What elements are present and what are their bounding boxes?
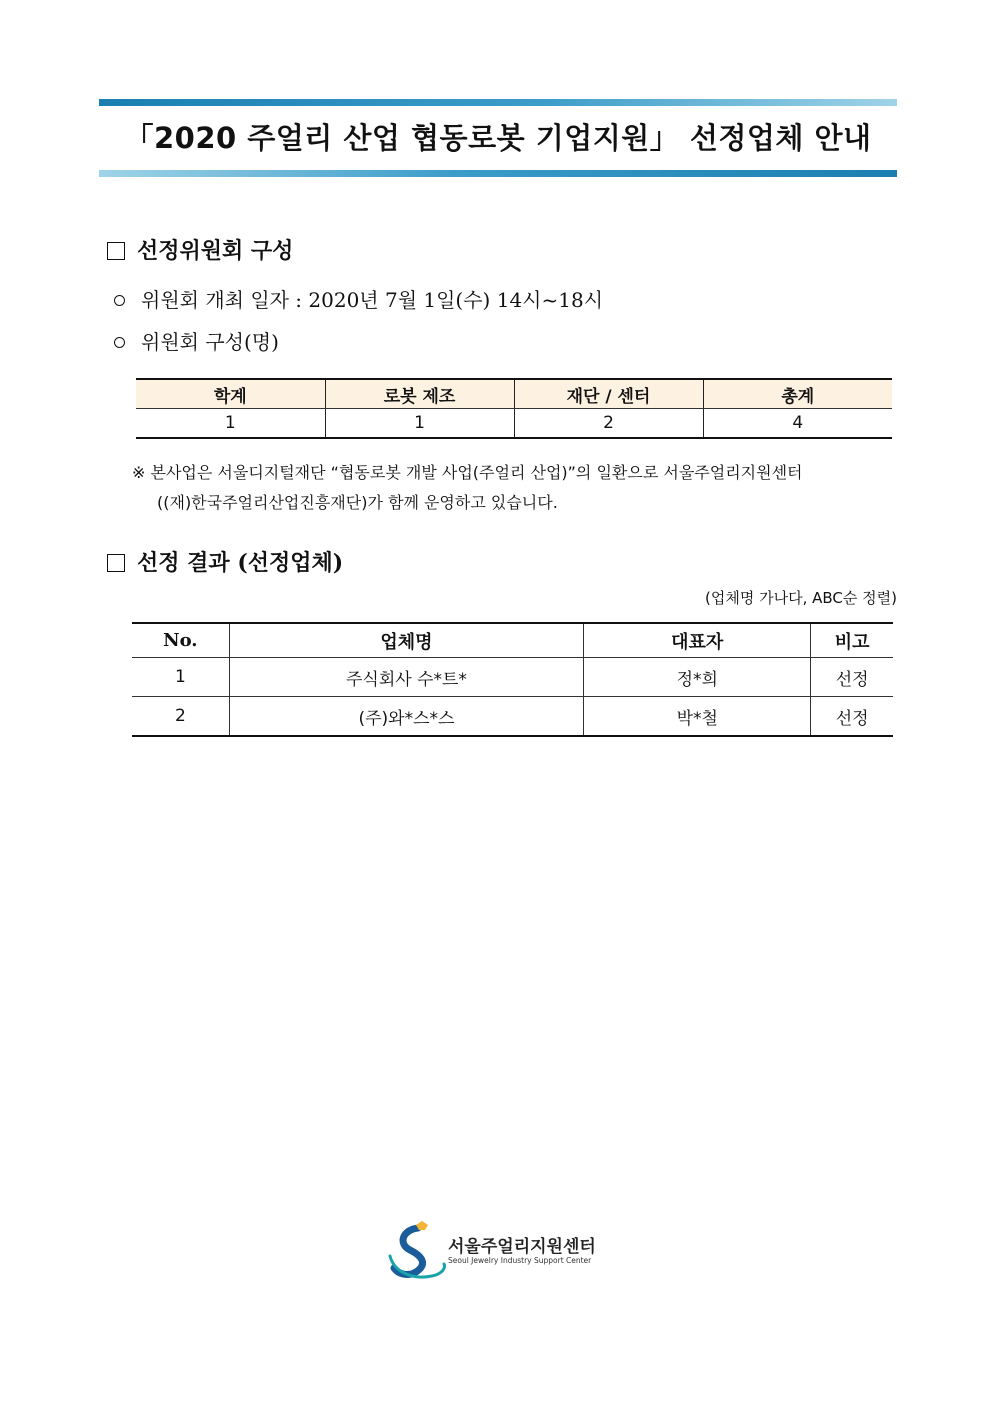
meeting-date-text: 위원회 개최 일자 : 2020년 7월 1일(수) 14시~18시: [141, 288, 604, 312]
committee-composition-text: 위원회 구성(명): [141, 330, 279, 354]
header-robot-maker: 로봇 제조: [325, 379, 514, 409]
row-company-name: 주식회사 수*트*: [229, 658, 584, 697]
project-note-line1: ※ 본사업은 서울디지털재단 “협동로봇 개발 사업(주얼리 산업)”의 일환으로 서울주얼리지원센터: [132, 463, 803, 482]
header-remarks: 비고: [811, 623, 893, 658]
table-row: [132, 697, 893, 737]
section-results-heading: [107, 548, 343, 578]
bullet-committee-composition: [114, 328, 279, 356]
value-foundation-center: 2: [514, 409, 703, 439]
circle-bullet-icon: [114, 337, 125, 348]
title-bottom-bar: [99, 170, 897, 177]
checkbox-square-icon: [107, 554, 125, 572]
committee-table-header: [136, 379, 892, 409]
row-representative: 정*희: [584, 658, 811, 697]
project-note: [132, 458, 898, 518]
page-title: 「2020 주얼리 산업 협동로봇 기업지원」 선정업체 안내: [124, 121, 872, 155]
selected-companies-table: [132, 622, 893, 737]
row-remarks: 선정: [811, 697, 893, 737]
header-company-name: 업체명: [229, 623, 584, 658]
committee-table-row: [136, 409, 892, 439]
circle-bullet-icon: [114, 295, 125, 306]
value-total: 4: [703, 409, 892, 439]
header-no: No.: [132, 623, 229, 658]
row-remarks: 선정: [811, 658, 893, 697]
section-results-title: 선정 결과 (선정업체): [137, 550, 344, 576]
header-foundation-center: 재단 / 센터: [514, 379, 703, 409]
center-logo-name-en: Seoul Jewelry Industry Support Center: [448, 1256, 592, 1265]
row-company-name: (주)와*스*스: [229, 697, 584, 737]
section-committee-title: 선정위원회 구성: [137, 238, 294, 264]
value-academia: 1: [136, 409, 325, 439]
sort-order-note: (업체명 가나다, ABC순 정렬): [705, 589, 897, 607]
checkbox-square-icon: [107, 242, 125, 260]
header-representative: 대표자: [584, 623, 811, 658]
row-no: 2: [132, 697, 229, 737]
header-total: 총계: [703, 379, 892, 409]
center-logo-name-ko: 서울주얼리지원센터: [448, 1237, 596, 1257]
header-academia: 학계: [136, 379, 325, 409]
table-row: [132, 658, 893, 697]
project-note-line2: ((재)한국주얼리산업진흥재단)가 함께 운영하고 있습니다.: [157, 493, 558, 512]
section-committee-heading: [107, 236, 293, 266]
bullet-meeting-date: [114, 286, 603, 314]
row-no: 1: [132, 658, 229, 697]
row-representative: 박*철: [584, 697, 811, 737]
title-top-bar: [99, 99, 897, 106]
value-robot-maker: 1: [325, 409, 514, 439]
committee-table: [136, 378, 892, 439]
companies-table-header: [132, 623, 893, 658]
